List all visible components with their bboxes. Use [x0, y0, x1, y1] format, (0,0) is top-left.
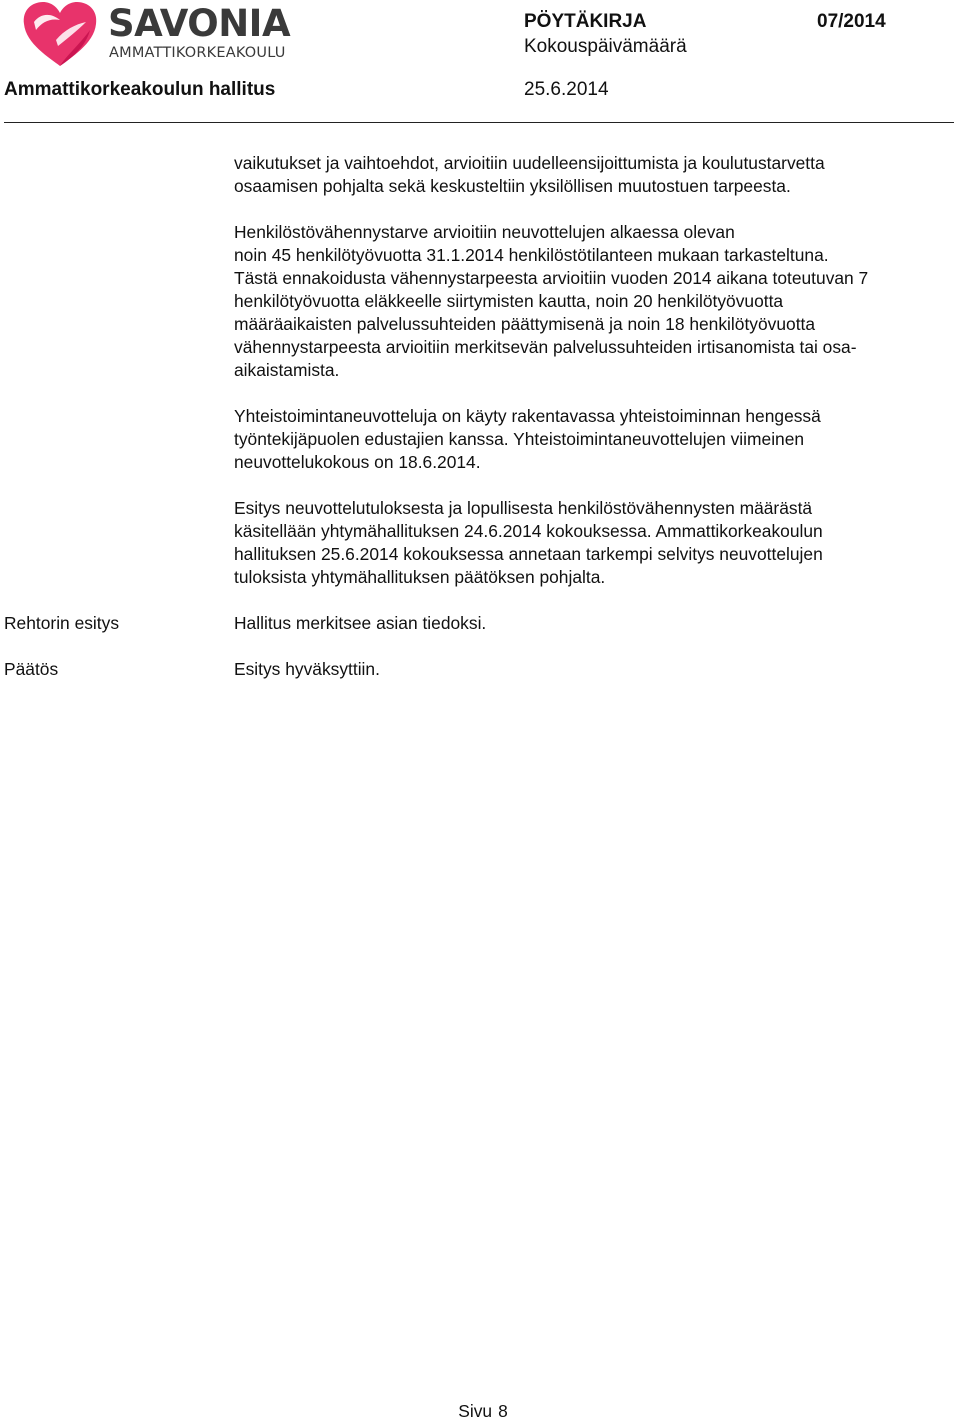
decision-text: Esitys hyväksyttiin.: [234, 659, 380, 679]
logo-wordmark: SAVONIA: [108, 2, 291, 45]
minutes-body: [234, 152, 958, 589]
paragraph-reduction-estimate: [234, 221, 958, 382]
header-divider: [4, 122, 954, 123]
document-number: 07/2014: [817, 11, 886, 32]
logo-subtitle: AMMATTIKORKEAKOULU: [109, 45, 286, 61]
meeting-date-label: Kokouspäivämäärä: [524, 36, 687, 57]
text-line: osaamisen pohjalta sekä keskusteltiin yksilöllisen muutostuen tarpeesta.: [234, 176, 791, 196]
text-line: Esitys neuvottelutuloksesta ja lopullisesta henkilöstövähennysten määrästä: [234, 498, 813, 518]
document-type: PÖYTÄKIRJA: [524, 11, 647, 32]
text-line: neuvottelukokous on 18.6.2014.: [234, 452, 481, 472]
text-line: käsitellään yhtymähallituksen 24.6.2014 kokouksessa. Ammattikorkeakoulun: [234, 521, 823, 541]
text-line: Tästä ennakoidusta vähennystarpeesta arvioitiin vuoden 2014 aikana toteutuvan 7: [234, 268, 869, 288]
page-footer: [0, 1400, 960, 1423]
text-line: Yhteistoimintaneuvotteluja on käyty rakentavassa yhteistoiminnan hengessä: [234, 406, 821, 426]
text-line: aikaistamista.: [234, 360, 340, 380]
text-line: henkilötyövuotta eläkkeelle siirtymisten kautta, noin 20 henkilötyövuotta: [234, 291, 784, 311]
decision-label: Päätös: [4, 659, 59, 679]
text-line: vaikutukset ja vaihtoehdot, arvioitiin uudelleensijoittumista ja koulutustarvetta: [234, 153, 825, 173]
governing-body-name: Ammattikorkeakoulun hallitus: [4, 79, 276, 100]
text-line: tuloksista yhtymähallituksen päätöksen pohjalta.: [234, 567, 606, 587]
heart-icon: [20, 0, 100, 70]
text-line: hallituksen 25.6.2014 kokouksessa annetaan tarkempi selvitys neuvottelujen: [234, 544, 823, 564]
text-line: noin 45 henkilötyövuotta 31.1.2014 henkilöstötilanteen mukaan tarkasteltuna.: [234, 245, 829, 265]
text-line: työntekijäpuolen edustajien kanssa. Yhteistoimintaneuvottelujen viimeinen: [234, 429, 805, 449]
proposal-text: Hallitus merkitsee asian tiedoksi.: [234, 613, 487, 633]
text-line: Henkilöstövähennystarve arvioitiin neuvottelujen alkaessa olevan: [234, 222, 735, 242]
page-label: Sivu: [458, 1401, 493, 1421]
text-line: määräaikaisten palvelussuhteiden päättymisenä ja noin 18 henkilötyövuotta: [234, 314, 816, 334]
paragraph-negotiations: [234, 405, 958, 474]
text-line: vähennystarpeesta arvioitiin merkitsevän palvelussuhteiden irtisanomista tai osa-: [234, 337, 857, 357]
page-number: 8: [498, 1401, 508, 1421]
savonia-logo: [20, 0, 300, 70]
meeting-date: 25.6.2014: [524, 79, 609, 100]
proposal-label: Rehtorin esitys: [4, 613, 120, 633]
paragraph-impacts: [234, 152, 958, 198]
paragraph-outcome-proposal: [234, 497, 958, 589]
